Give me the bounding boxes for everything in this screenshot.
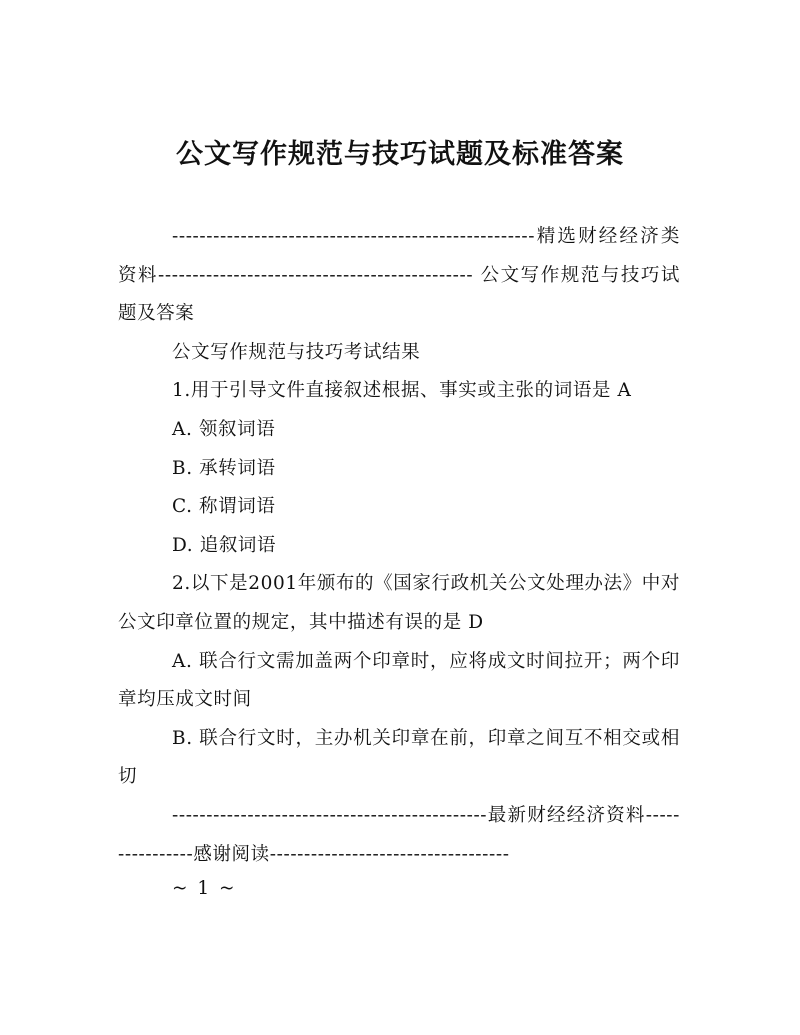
exam-subtitle: 公文写作规范与技巧考试结果 bbox=[172, 341, 421, 363]
page-number: ~ 1 ~ bbox=[172, 878, 237, 899]
header-line: -----------------------------------------------------精选财经经济类资料---------------------------------------------- 公文写作规范与技巧试题及答案 bbox=[118, 226, 680, 325]
footer-line: ----------------------------------------------最新财经经济资料----------------感谢阅读----------------------------------- bbox=[118, 804, 680, 865]
question-1-option-d: D. 追叙词语 bbox=[172, 534, 277, 556]
question-1-option-a: A. 领叙词语 bbox=[172, 418, 276, 440]
question-2-option-b: B. 联合行文时，主办机关印章在前，印章之间互不相交或相切 bbox=[118, 727, 680, 788]
question-2-stem: 2.以下是2001年颁布的《国家行政机关公文处理办法》中对公文印章位置的规定，其中描述有误的是 D bbox=[118, 573, 680, 633]
question-1-stem: 1.用于引导文件直接叙述根据、事实或主张的词语是 A bbox=[172, 380, 632, 402]
document-body bbox=[118, 218, 680, 874]
question-1-option-c: C. 称谓词语 bbox=[172, 496, 276, 518]
question-1-option-b: B. 承转词语 bbox=[172, 457, 276, 479]
question-2-option-a: A. 联合行文需加盖两个印章时，应将成文时间拉开；两个印章均压成文时间 bbox=[118, 650, 680, 711]
document-title: 公文写作规范与技巧试题及标准答案 bbox=[176, 139, 624, 170]
